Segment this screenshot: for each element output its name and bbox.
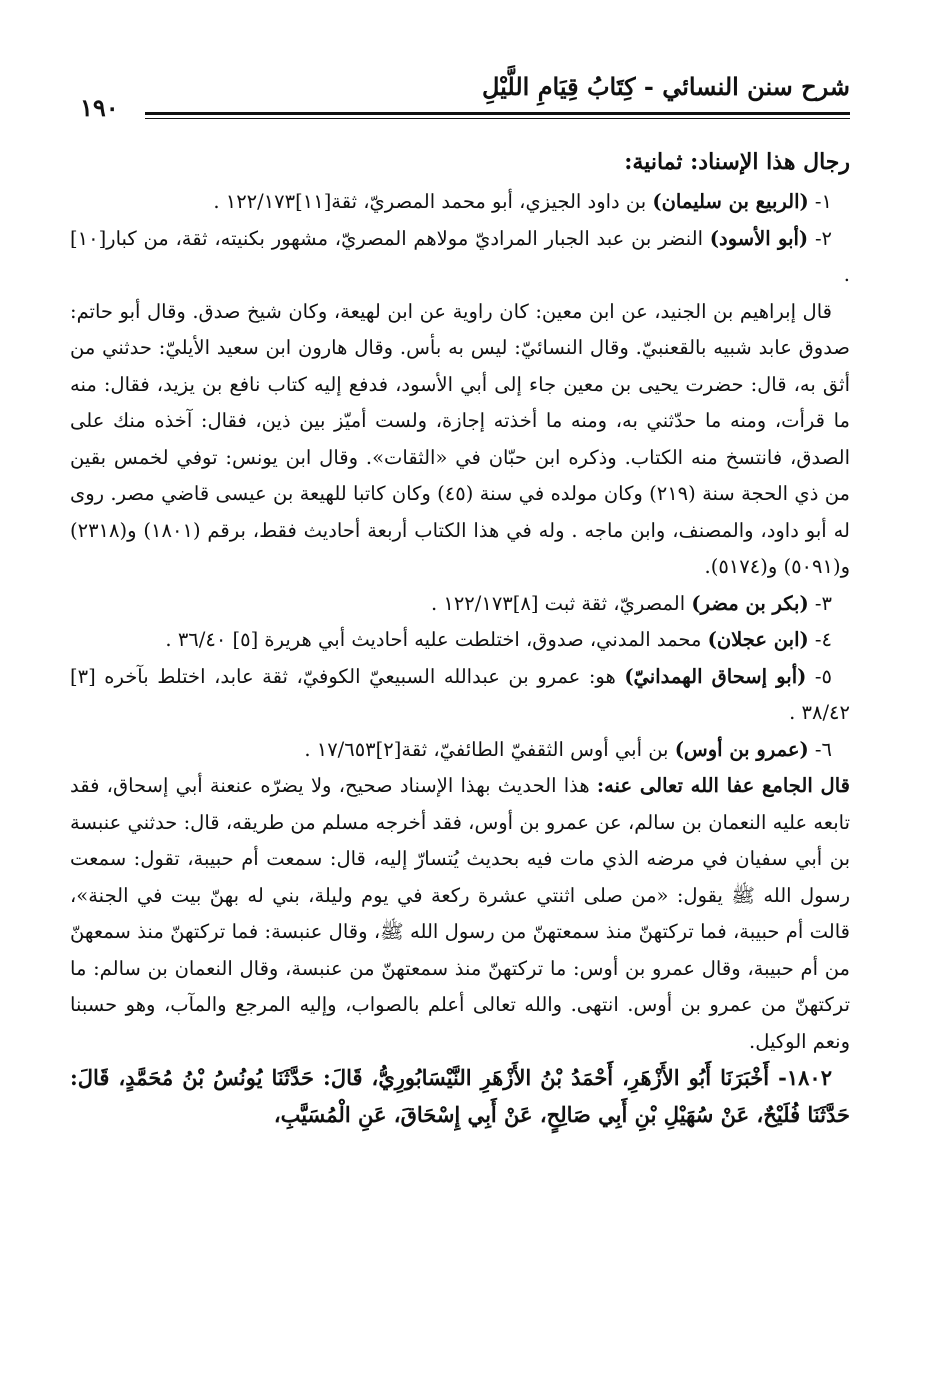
narrator-name: (ابن عجلان) — [707, 628, 809, 651]
narrator-number: ٤- — [814, 628, 832, 651]
compiler-commentary — [70, 768, 850, 1060]
header-rule-thick — [145, 112, 850, 115]
narrator-description: بن داود الجيزي، أبو محمد المصريّ، ثقة[١١]١٢٢/١٧٣ . — [213, 190, 653, 213]
header-rule-thin — [145, 118, 850, 119]
narrator-entry-2 — [70, 221, 850, 294]
narrator-number: ٢- — [814, 226, 833, 250]
narrator-description: النضر بن عبد الجبار المراديّ مولاهم المصريّ، مشهور بكنيته، ثقة، من كبار[١٠] . — [70, 226, 850, 286]
narrator-entry-5 — [70, 659, 850, 732]
narrator-name: (بكر بن مضر) — [691, 591, 809, 615]
narrator-entry-3 — [70, 586, 850, 623]
page-header — [70, 50, 850, 122]
narrator-name: (أبو إسحاق الهمدانيّ) — [624, 664, 807, 688]
commentary-lead: قال الجامع عفا الله تعالى عنه: — [596, 774, 850, 797]
section-heading: رجال هذا الإسناد: ثمانية: — [624, 149, 850, 175]
narrator-name: (الربيع بن سليمان) — [652, 190, 809, 213]
page-number: ١٩٠ — [80, 93, 119, 122]
narrator-number: ١- — [814, 190, 832, 213]
commentary-body: هذا الحديث بهذا الإسناد صحيح، ولا يضرّه عنعنة أبي إسحاق، فقد تابعه عليه النعمان بن سالم، عن عمرو بن أوس، فقد أخرجه مسلم من طريقه، قال: حدثني عنبسة بن أبي سفيان في مرضه الذي مات فيه بحديث يُتسارّ إليه، قال: سمعت أم حبيبة، تقول: سمعت رسول الله ﷺ يقول: «من صلى اثنتي عشرة ركعة في يوم وليلة، بني له بهنّ بيت في الجنة»، قالت أم حبيبة، فما تركتهنّ منذ سمعتهنّ من رسول الله ﷺ، وقال عنبسة: فما تركتهنّ منذ سمعهنّ من أم حبيبة، وقال عمرو بن أوس: ما تركتهنّ منذ سمعتهنّ من عنبسة، وقال النعمان بن سالم: ما تركتهنّ من عمرو بن أوس. انتهى. والله تعالى أعلم بالصواب، وإليه المرجع والمآب، وهو حسبنا ونعم الوكيل. — [70, 774, 850, 1053]
narrator-description: هو: عمرو بن عبدالله السبيعيّ الكوفيّ، ثقة عابد، اختلط بآخره [٣] ٣٨/٤٢ . — [70, 664, 850, 724]
page-content — [70, 142, 850, 1133]
narrator-number: ٥- — [814, 664, 832, 688]
narrator-number: ٣- — [814, 591, 832, 615]
narrator-entry-6 — [70, 732, 850, 769]
narrator-entry-1 — [70, 184, 850, 221]
narrator-name: (عمرو بن أوس) — [674, 737, 809, 761]
book-page — [70, 50, 850, 1340]
hadith-text: ١٨٠٢- أَخْبَرَنَا أَبُو الأَزْهَرِ، أَحْمَدُ بْنُ الأَزْهَرِ النَّيْسَابُورِيُّ، قَالَ: حَدَّثَنَا يُونُسُ بْنُ مُحَمَّدٍ، قَالَ: حَدَّثَنَا فُلَيْحٌ، عَنْ سُهَيْلِ بْنِ أَبِي صَالِحٍ، عَنْ أَبِي إِسْحَاقَ، عَنِ الْمُسَيَّبِ، — [70, 1065, 850, 1127]
narrator-description: بن أبي أوس الثقفيّ الطائفيّ، ثقة[٢]١٧/٦٥٣ . — [304, 737, 675, 761]
narrator-description: المصريّ، ثقة ثبت [٨]١٢٢/١٧٣ . — [430, 591, 692, 615]
narrator-name: (أبو الأسود) — [709, 226, 809, 250]
narrator-number: ٦- — [814, 737, 832, 761]
narrator-description: محمد المدني، صدوق، اختلطت عليه أحاديث أبي هريرة [٥] ٣٦/٤٠ . — [165, 628, 708, 651]
narrator-entry-4 — [70, 622, 850, 659]
narrator-2-details: قال إبراهيم بن الجنيد، عن ابن معين: كان راوية عن ابن لهيعة، وكان شيخ صدق. وقال أبو حاتم: صدوق عابد شبيه بالقعنبيّ. وقال النسائيّ: ليس به بأس. وقال هارون ابن سعيد الأيليّ: حدثني من أثق به، قال: حضرت يحيى بن معين جاء إلى أبي الأسود، فدفع إليه كتاب نافع بن يزيد، فقال: منه ما قرأت، ومنه ما حدّثني به، ومنه ما أخذته إجازة، ولست أميّز بين ذين، فقال: آخذه منك على الصدق، فانتسخ منه الكتاب. وذكره ابن حبّان في «الثقات». وقال ابن يونس: توفي لخمس بقين من ذي الحجة سنة (٢١٩) وكان مولده في سنة (٤٥) وكان كاتبا للهيعة بن عيسى قاضي مصر. روى له أبو داود، والمصنف، وابن ماجه . وله في هذا الكتاب أربعة أحاديث فقط، برقم (١٨٠١) و(٢٣١٨) و(٥٠٩١) و(٥١٧٤). — [70, 299, 850, 578]
running-title: شرح سنن النسائي - كِتَابُ قِيَامِ اللَّيْلِ — [482, 72, 850, 101]
